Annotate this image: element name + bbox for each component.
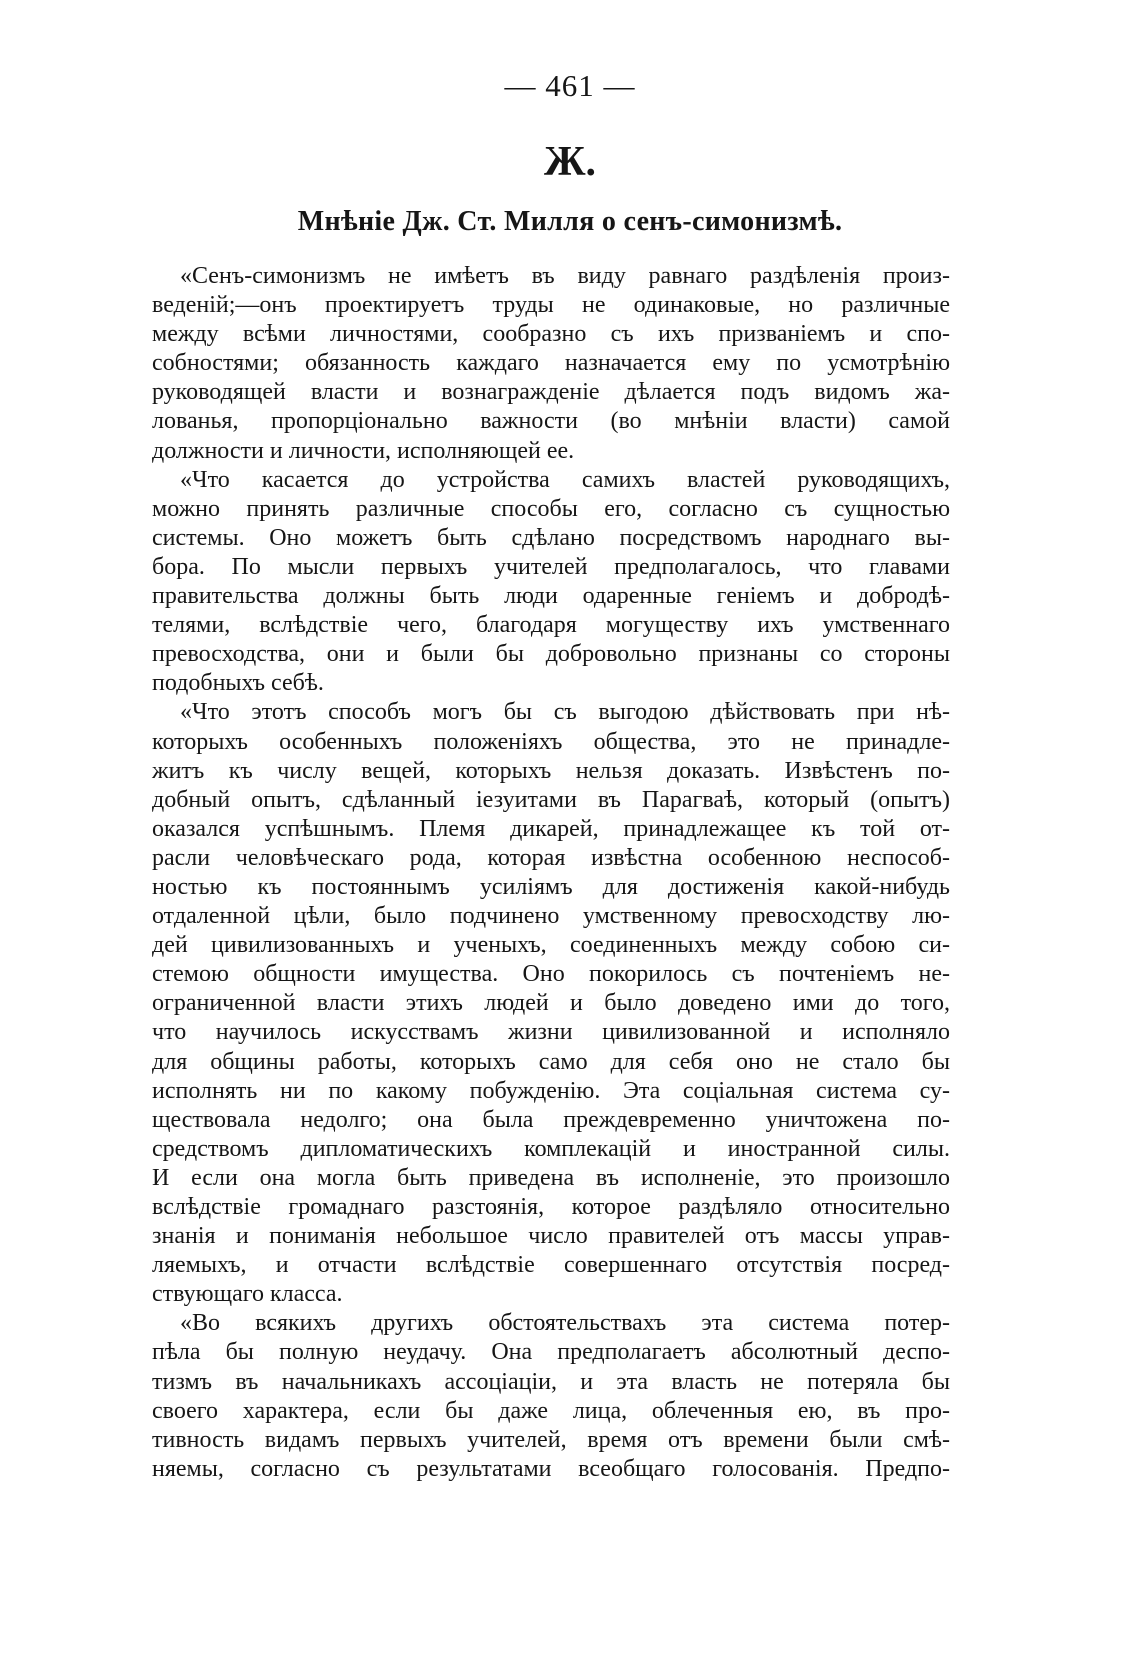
- text-line: «Что этотъ способъ могъ бы съ выгодою дѣйствовать при нѣ-: [180, 699, 950, 726]
- section-letter: Ж.: [543, 139, 597, 185]
- text-line: средствомъ дипломатическихъ комплекацій и иностранной силы.: [152, 1135, 950, 1162]
- text-line: между всѣми личностями, сообразно съ ихъ призваніемъ и спо-: [152, 321, 950, 348]
- page-number: — 461 —: [504, 68, 636, 103]
- text-line: пѣла бы полную неудачу. Она предполагаетъ абсолютный деспо-: [152, 1339, 950, 1366]
- text-line: своего характера, если бы даже лица, облеченныя ею, въ про-: [152, 1397, 950, 1424]
- paragraph: [152, 1309, 950, 1484]
- text-line: которыхъ особенныхъ положеніяхъ общества, это не принадле-: [152, 728, 950, 755]
- paragraph: [152, 698, 950, 1309]
- text-line: «Сенъ-симонизмъ не имѣетъ въ виду равнаго раздѣленія произ-: [180, 263, 950, 289]
- text-line: правительства должны быть люди одаренные геніемъ и добродѣ-: [152, 583, 950, 610]
- text-line: бора. По мысли первыхъ учителей предполагалось, что главами: [152, 553, 950, 580]
- text-line: добный опытъ, сдѣланный іезуитами въ Парагваѣ, который (опытъ): [152, 786, 950, 813]
- text-line: превосходства, они и были бы добровольно признаны со стороны: [152, 641, 950, 668]
- text-line: ляемыхъ, и отчасти вслѣдствіе совершеннаго отсутствія посред-: [152, 1252, 950, 1279]
- text-line: тивность видамъ первыхъ учителей, время отъ времени были смѣ-: [152, 1426, 950, 1453]
- text-line: вслѣдствіе громаднаго разстоянія, которое раздѣляло относительно: [152, 1194, 950, 1220]
- text-line: знанія и пониманія небольшое число правителей отъ массы управ-: [152, 1223, 950, 1250]
- body-text: [152, 262, 950, 1484]
- text-line: телями, вслѣдствіе чего, благодаря могуществу ихъ умственнаго: [152, 612, 950, 639]
- text-line: исполнять ни по какому побужденію. Эта соціальная система су-: [152, 1077, 950, 1104]
- text-line: стемою общности имущества. Оно покорилось съ почтеніемъ не-: [152, 961, 950, 988]
- text-line: ограниченной власти этихъ людей и было доведено ими до того,: [152, 990, 950, 1017]
- text-line: лованья, пропорціонально важности (во мнѣніи власти) самой: [152, 408, 950, 435]
- text-line: И если она могла быть приведена въ исполненіе, это произошло: [152, 1164, 950, 1191]
- text-line: руководящей власти и вознагражденіе дѣлается подъ видомъ жа-: [152, 379, 950, 406]
- text-line: «Что касается до устройства самихъ властей руководящихъ,: [180, 466, 950, 493]
- text-line: отдаленной цѣли, было подчинено умственному превосходству лю-: [152, 903, 950, 930]
- text-line: для общины работы, которыхъ само для себя оно не стало бы: [152, 1048, 950, 1075]
- text-line: собностями; обязанность каждаго назначается ему по усмотрѣнію: [152, 350, 950, 377]
- text-line: «Во всякихъ другихъ обстоятельствахъ эта система потер-: [180, 1310, 950, 1337]
- paragraph: [152, 466, 950, 699]
- text-line: тизмъ въ начальникахъ ассоціаціи, и эта власть не потеряла бы: [152, 1368, 950, 1395]
- text-line: расли человѣческаго рода, которая извѣстна особенною неспособ-: [152, 844, 950, 871]
- text-line: что научилось искусствамъ жизни цивилизованной и исполняло: [152, 1019, 950, 1046]
- text-line: ществовала недолго; она была преждевременно уничтожена по-: [152, 1106, 950, 1133]
- text-line: можно принять различные способы его, согласно съ сущностью: [152, 495, 950, 522]
- text-line: ствующаго класса.: [152, 1281, 343, 1308]
- text-line: няемы, согласно съ результатами всеобщаго голосованія. Предпо-: [152, 1455, 950, 1482]
- section-title: Мнѣніе Дж. Ст. Милля о сенъ-симонизмѣ.: [297, 206, 843, 237]
- text-line: оказался успѣшнымъ. Племя дикарей, принадлежащее къ той от-: [152, 815, 950, 842]
- text-line: ностью къ постояннымъ усиліямъ для достиженія какой-нибудь: [152, 873, 950, 900]
- text-line: подобныхъ себѣ.: [152, 670, 324, 697]
- text-line: системы. Оно можетъ быть сдѣлано посредствомъ народнаго вы-: [152, 524, 950, 551]
- text-line: должности и личности, исполняющей ее.: [152, 437, 575, 464]
- text-line: дей цивилизованныхъ и ученыхъ, соединенныхъ между собою си-: [152, 932, 950, 959]
- text-line: веденій;—онъ проектируетъ труды не одинаковые, но различные: [152, 292, 950, 319]
- text-line: житъ къ числу вещей, которыхъ нельзя доказать. Извѣстенъ по-: [152, 757, 950, 784]
- paragraph: [152, 262, 950, 466]
